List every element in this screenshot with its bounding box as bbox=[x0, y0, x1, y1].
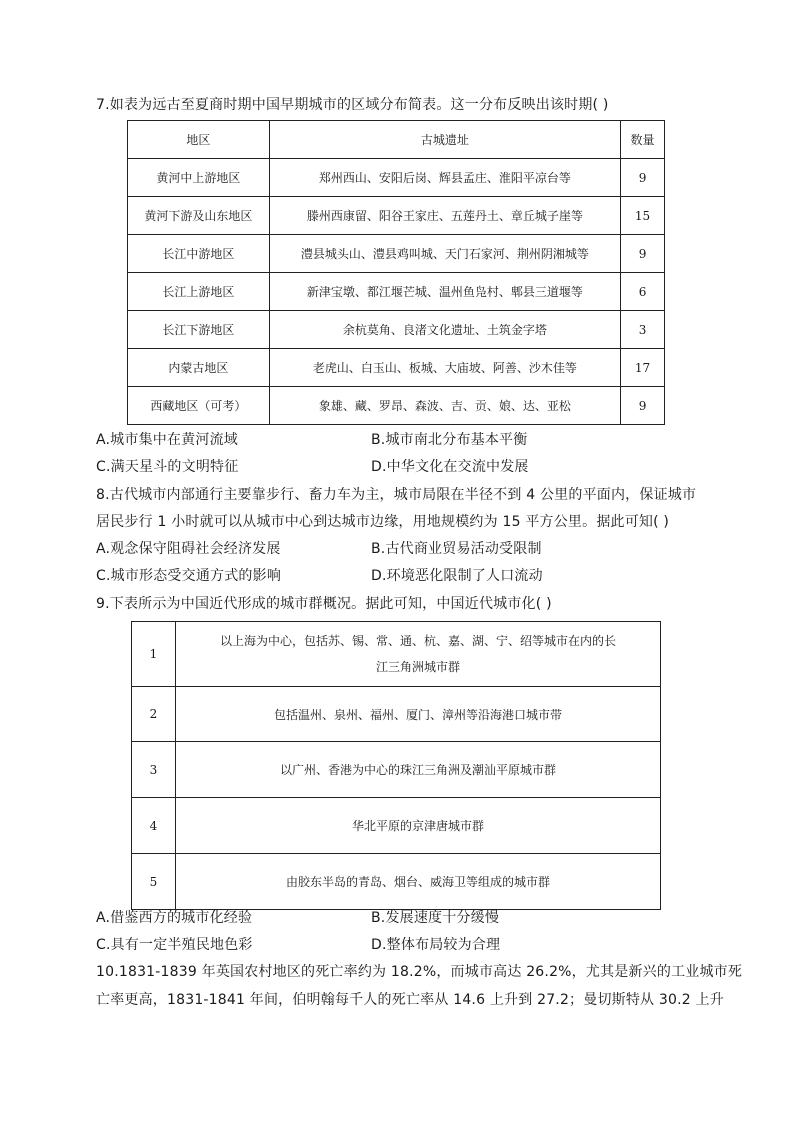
row-text-line2: 江三角洲城市群 bbox=[375, 660, 460, 674]
count-cell: 3 bbox=[621, 311, 665, 349]
q7-table bbox=[127, 120, 665, 425]
count-cell: 17 bbox=[621, 349, 665, 387]
count-cell: 6 bbox=[621, 273, 665, 311]
region-cell: 长江上游地区 bbox=[128, 273, 270, 311]
sites-cell: 郑州西山、安阳后岗、辉县孟庄、淮阳平凉台等 bbox=[269, 159, 620, 197]
q8-option-b[interactable]: B.古代商业贸易活动受限制 bbox=[371, 541, 542, 557]
row-text bbox=[175, 622, 660, 687]
q7-stem: 7.如表为远古至夏商时期中国早期城市的区域分布简表。这一分布反映出该时期( ) bbox=[96, 97, 609, 113]
row-text: 包括温州、泉州、福州、厦门、漳州等沿海港口城市带 bbox=[175, 687, 660, 742]
q7-option-b[interactable]: B.城市南北分布基本平衡 bbox=[371, 432, 528, 448]
table-row bbox=[128, 273, 665, 311]
table-row bbox=[128, 197, 665, 235]
row-number: 3 bbox=[132, 742, 176, 798]
header-count: 数量 bbox=[621, 121, 665, 159]
row-text: 由胶东半岛的青岛、烟台、威海卫等组成的城市群 bbox=[175, 854, 660, 910]
region-cell: 长江中游地区 bbox=[128, 235, 270, 273]
table-row bbox=[132, 854, 661, 910]
q8-option-d[interactable]: D.环境恶化限制了人口流动 bbox=[371, 568, 543, 584]
row-text: 华北平原的京津唐城市群 bbox=[175, 798, 660, 854]
sites-cell: 象雄、藏、罗昂、森波、吉、贡、娘、达、亚松 bbox=[269, 387, 620, 425]
row-number: 1 bbox=[132, 622, 176, 687]
q8-stem-line1: 8.古代城市内部通行主要靠步行、畜力车为主，城市局限在半径不到 4 公里的平面内，保证城市 bbox=[96, 487, 697, 503]
q9-table bbox=[131, 621, 661, 910]
q8-option-c[interactable]: C.城市形态受交通方式的影响 bbox=[96, 568, 282, 584]
table-row bbox=[132, 687, 661, 742]
region-cell: 黄河下游及山东地区 bbox=[128, 197, 270, 235]
sites-cell: 滕州西康留、阳谷王家庄、五莲丹土、章丘城子崖等 bbox=[269, 197, 620, 235]
region-cell: 内蒙古地区 bbox=[128, 349, 270, 387]
table-row bbox=[132, 742, 661, 798]
sites-cell: 新津宝墩、都江堰芒城、温州鱼凫村、郫县三道堰等 bbox=[269, 273, 620, 311]
header-region: 地区 bbox=[128, 121, 270, 159]
region-cell: 黄河中上游地区 bbox=[128, 159, 270, 197]
q9-option-b[interactable]: B.发展速度十分缓慢 bbox=[371, 910, 500, 926]
q9-option-c[interactable]: C.具有一定半殖民地色彩 bbox=[96, 937, 253, 953]
q9-option-d[interactable]: D.整体布局较为合理 bbox=[371, 937, 501, 953]
q7-option-a[interactable]: A.城市集中在黄河流域 bbox=[96, 432, 238, 448]
count-cell: 9 bbox=[621, 159, 665, 197]
q9-stem: 9.下表所示为中国近代形成的城市群概况。据此可知，中国近代城市化( ) bbox=[96, 596, 552, 612]
table-row bbox=[132, 622, 661, 687]
count-cell: 15 bbox=[621, 197, 665, 235]
q7-option-d[interactable]: D.中华文化在交流中发展 bbox=[371, 459, 529, 475]
sites-cell: 老虎山、白玉山、板城、大庙坡、阿善、沙木佳等 bbox=[269, 349, 620, 387]
table-row bbox=[128, 349, 665, 387]
region-cell: 西藏地区（可考） bbox=[128, 387, 270, 425]
header-sites: 古城遗址 bbox=[269, 121, 620, 159]
q10-stem-line2: 亡率更高，1831-1841 年间，伯明翰每千人的死亡率从 14.6 上升到 27.2；曼切斯特从 30.2 上升 bbox=[96, 992, 724, 1008]
row-number: 2 bbox=[132, 687, 176, 742]
q8-stem-line2: 居民步行 1 小时就可以从城市中心到达城市边缘，用地规模约为 15 平方公里。据此可知( ) bbox=[96, 514, 670, 530]
q9-option-a[interactable]: A.借鉴西方的城市化经验 bbox=[96, 910, 253, 926]
table-row bbox=[128, 387, 665, 425]
table-row bbox=[132, 798, 661, 854]
row-text: 以广州、香港为中心的珠江三角洲及潮汕平原城市群 bbox=[175, 742, 660, 798]
table-header-row bbox=[128, 121, 665, 159]
q8-option-a[interactable]: A.观念保守阻碍社会经济发展 bbox=[96, 541, 281, 557]
row-text-line1: 以上海为中心，包括苏、锡、常、通、杭、嘉、湖、宁、绍等城市在内的长 bbox=[219, 634, 616, 648]
q7-option-c[interactable]: C.满天星斗的文明特征 bbox=[96, 459, 239, 475]
row-number: 4 bbox=[132, 798, 176, 854]
sites-cell: 余杭莫角、良渚文化遗址、土筑金字塔 bbox=[269, 311, 620, 349]
q10-stem-line1: 10.1831-1839 年英国农村地区的死亡率约为 18.2%，而城市高达 26.2%，尤其是新兴的工业城市死 bbox=[96, 964, 743, 980]
table-row bbox=[128, 159, 665, 197]
region-cell: 长江下游地区 bbox=[128, 311, 270, 349]
table-row bbox=[128, 235, 665, 273]
row-number: 5 bbox=[132, 854, 176, 910]
count-cell: 9 bbox=[621, 235, 665, 273]
sites-cell: 澧县城头山、澧县鸡叫城、天门石家河、荆州阴湘城等 bbox=[269, 235, 620, 273]
count-cell: 9 bbox=[621, 387, 665, 425]
table-row bbox=[128, 311, 665, 349]
